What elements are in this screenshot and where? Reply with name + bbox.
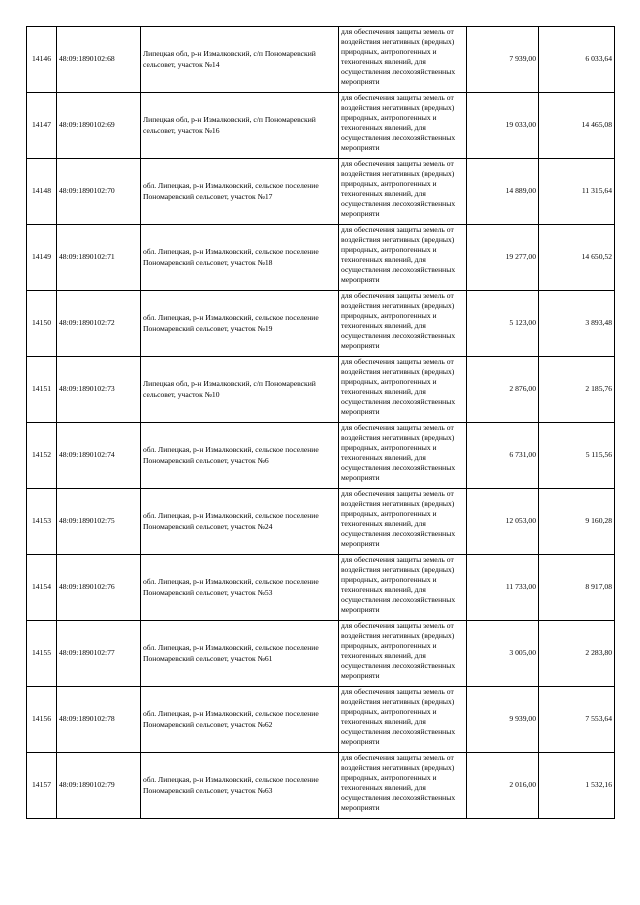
purpose-text: для обеспечения защиты земель от воздействия негативных (вредных) природных, антропогенных и техногенных явлений, для осуществления лесохозяйственных мероприяти: [341, 753, 456, 813]
cadastral-number-cell: 48:09:1890102:72: [57, 291, 141, 357]
area-cell: 9 939,00: [467, 687, 539, 753]
address-cell: обл. Липецкая, р-н Измалковский, сельское поселение Пономаревский сельсовет, участок №17: [141, 159, 339, 225]
purpose-cell: [339, 687, 467, 753]
address-cell: обл. Липецкая, р-н Измалковский, сельское поселение Пономаревский сельсовет, участок №61: [141, 621, 339, 687]
address-cell: обл. Липецкая, р-н Измалковский, сельское поселение Пономаревский сельсовет, участок №63: [141, 753, 339, 819]
row-number-cell: 14149: [27, 225, 57, 291]
address-cell: Липецкая обл, р-н Измалковский, с/п Пономаревский сельсовет, участок №14: [141, 27, 339, 93]
address-cell: обл. Липецкая, р-н Измалковский, сельское поселение Пономаревский сельсовет, участок №62: [141, 687, 339, 753]
purpose-cell: [339, 555, 467, 621]
purpose-text: для обеспечения защиты земель от воздействия негативных (вредных) природных, антропогенных и техногенных явлений, для осуществления лесохозяйственных мероприяти: [341, 291, 456, 351]
cadastral-number-cell: 48:09:1890102:68: [57, 27, 141, 93]
row-number-cell: 14150: [27, 291, 57, 357]
purpose-text: для обеспечения защиты земель от воздействия негативных (вредных) природных, антропогенных и техногенных явлений, для осуществления лесохозяйственных мероприяти: [341, 489, 456, 549]
purpose-text: для обеспечения защиты земель от воздействия негативных (вредных) природных, антропогенных и техногенных явлений, для осуществления лесохозяйственных мероприяти: [341, 621, 456, 681]
cadastral-number-cell: 48:09:1890102:74: [57, 423, 141, 489]
address-cell: обл. Липецкая, р-н Измалковский, сельское поселение Пономаревский сельсовет, участок №53: [141, 555, 339, 621]
purpose-cell: [339, 621, 467, 687]
cadastral-number-cell: 48:09:1890102:71: [57, 225, 141, 291]
cadastral-number-cell: 48:09:1890102:73: [57, 357, 141, 423]
area-cell: 12 053,00: [467, 489, 539, 555]
purpose-text: для обеспечения защиты земель от воздействия негативных (вредных) природных, антропогенных и техногенных явлений, для осуществления лесохозяйственных мероприяти: [341, 225, 456, 285]
row-number-cell: 14152: [27, 423, 57, 489]
table-row: [27, 423, 615, 489]
purpose-text: для обеспечения защиты земель от воздействия негативных (вредных) природных, антропогенных и техногенных явлений, для осуществления лесохозяйственных мероприяти: [341, 687, 456, 747]
table-row: [27, 687, 615, 753]
area-cell: 19 033,00: [467, 93, 539, 159]
row-number-cell: 14156: [27, 687, 57, 753]
purpose-text: для обеспечения защиты земель от воздействия негативных (вредных) природных, антропогенных и техногенных явлений, для осуществления лесохозяйственных мероприяти: [341, 357, 456, 417]
table-row: [27, 753, 615, 819]
cadastral-number-cell: 48:09:1890102:70: [57, 159, 141, 225]
purpose-cell: [339, 93, 467, 159]
purpose-cell: [339, 489, 467, 555]
area-cell: 11 733,00: [467, 555, 539, 621]
cadastral-number-cell: 48:09:1890102:69: [57, 93, 141, 159]
row-number-cell: 14147: [27, 93, 57, 159]
address-cell: обл. Липецкая, р-н Измалковский, сельское поселение Пономаревский сельсовет, участок №24: [141, 489, 339, 555]
purpose-cell: [339, 27, 467, 93]
purpose-text: для обеспечения защиты земель от воздействия негативных (вредных) природных, антропогенных и техногенных явлений, для осуществления лесохозяйственных мероприяти: [341, 555, 456, 615]
row-number-cell: 14154: [27, 555, 57, 621]
purpose-cell: [339, 753, 467, 819]
purpose-text: для обеспечения защиты земель от воздействия негативных (вредных) природных, антропогенных и техногенных явлений, для осуществления лесохозяйственных мероприяти: [341, 159, 456, 219]
value-cell: 14 465,08: [539, 93, 615, 159]
area-cell: 6 731,00: [467, 423, 539, 489]
table-row: [27, 291, 615, 357]
table-row: [27, 225, 615, 291]
purpose-cell: [339, 423, 467, 489]
table-body: [27, 27, 615, 819]
address-cell: Липецкая обл, р-н Измалковский, с/п Пономаревский сельсовет, участок №10: [141, 357, 339, 423]
value-cell: 8 917,08: [539, 555, 615, 621]
area-cell: 14 889,00: [467, 159, 539, 225]
table-row: [27, 93, 615, 159]
area-cell: 5 123,00: [467, 291, 539, 357]
area-cell: 19 277,00: [467, 225, 539, 291]
value-cell: 14 650,52: [539, 225, 615, 291]
area-cell: 7 939,00: [467, 27, 539, 93]
purpose-cell: [339, 291, 467, 357]
purpose-text: для обеспечения защиты земель от воздействия негативных (вредных) природных, антропогенных и техногенных явлений, для осуществления лесохозяйственных мероприяти: [341, 93, 456, 153]
table-row: [27, 621, 615, 687]
purpose-text: для обеспечения защиты земель от воздействия негативных (вредных) природных, антропогенных и техногенных явлений, для осуществления лесохозяйственных мероприяти: [341, 423, 456, 483]
value-cell: 5 115,56: [539, 423, 615, 489]
cadastral-number-cell: 48:09:1890102:79: [57, 753, 141, 819]
row-number-cell: 14148: [27, 159, 57, 225]
table-row: [27, 555, 615, 621]
cadastral-number-cell: 48:09:1890102:78: [57, 687, 141, 753]
area-cell: 2 016,00: [467, 753, 539, 819]
purpose-cell: [339, 357, 467, 423]
address-cell: обл. Липецкая, р-н Измалковский, сельское поселение Пономаревский сельсовет, участок №18: [141, 225, 339, 291]
purpose-cell: [339, 225, 467, 291]
purpose-text: для обеспечения защиты земель от воздействия негативных (вредных) природных, антропогенных и техногенных явлений, для осуществления лесохозяйственных мероприяти: [341, 27, 456, 87]
table-row: [27, 357, 615, 423]
table-row: [27, 489, 615, 555]
address-cell: обл. Липецкая, р-н Измалковский, сельское поселение Пономаревский сельсовет, участок №19: [141, 291, 339, 357]
value-cell: 7 553,64: [539, 687, 615, 753]
value-cell: 3 893,48: [539, 291, 615, 357]
value-cell: 11 315,64: [539, 159, 615, 225]
value-cell: 1 532,16: [539, 753, 615, 819]
row-number-cell: 14146: [27, 27, 57, 93]
row-number-cell: 14155: [27, 621, 57, 687]
value-cell: 2 283,80: [539, 621, 615, 687]
row-number-cell: 14151: [27, 357, 57, 423]
land-plots-table: [26, 26, 615, 819]
cadastral-number-cell: 48:09:1890102:77: [57, 621, 141, 687]
row-number-cell: 14157: [27, 753, 57, 819]
table-row: [27, 27, 615, 93]
cadastral-number-cell: 48:09:1890102:76: [57, 555, 141, 621]
value-cell: 2 185,76: [539, 357, 615, 423]
area-cell: 2 876,00: [467, 357, 539, 423]
value-cell: 9 160,28: [539, 489, 615, 555]
table-row: [27, 159, 615, 225]
address-cell: обл. Липецкая, р-н Измалковский, сельское поселение Пономаревский сельсовет, участок №6: [141, 423, 339, 489]
row-number-cell: 14153: [27, 489, 57, 555]
purpose-cell: [339, 159, 467, 225]
address-cell: Липецкая обл, р-н Измалковский, с/п Пономаревский сельсовет, участок №16: [141, 93, 339, 159]
value-cell: 6 033,64: [539, 27, 615, 93]
cadastral-number-cell: 48:09:1890102:75: [57, 489, 141, 555]
area-cell: 3 005,00: [467, 621, 539, 687]
